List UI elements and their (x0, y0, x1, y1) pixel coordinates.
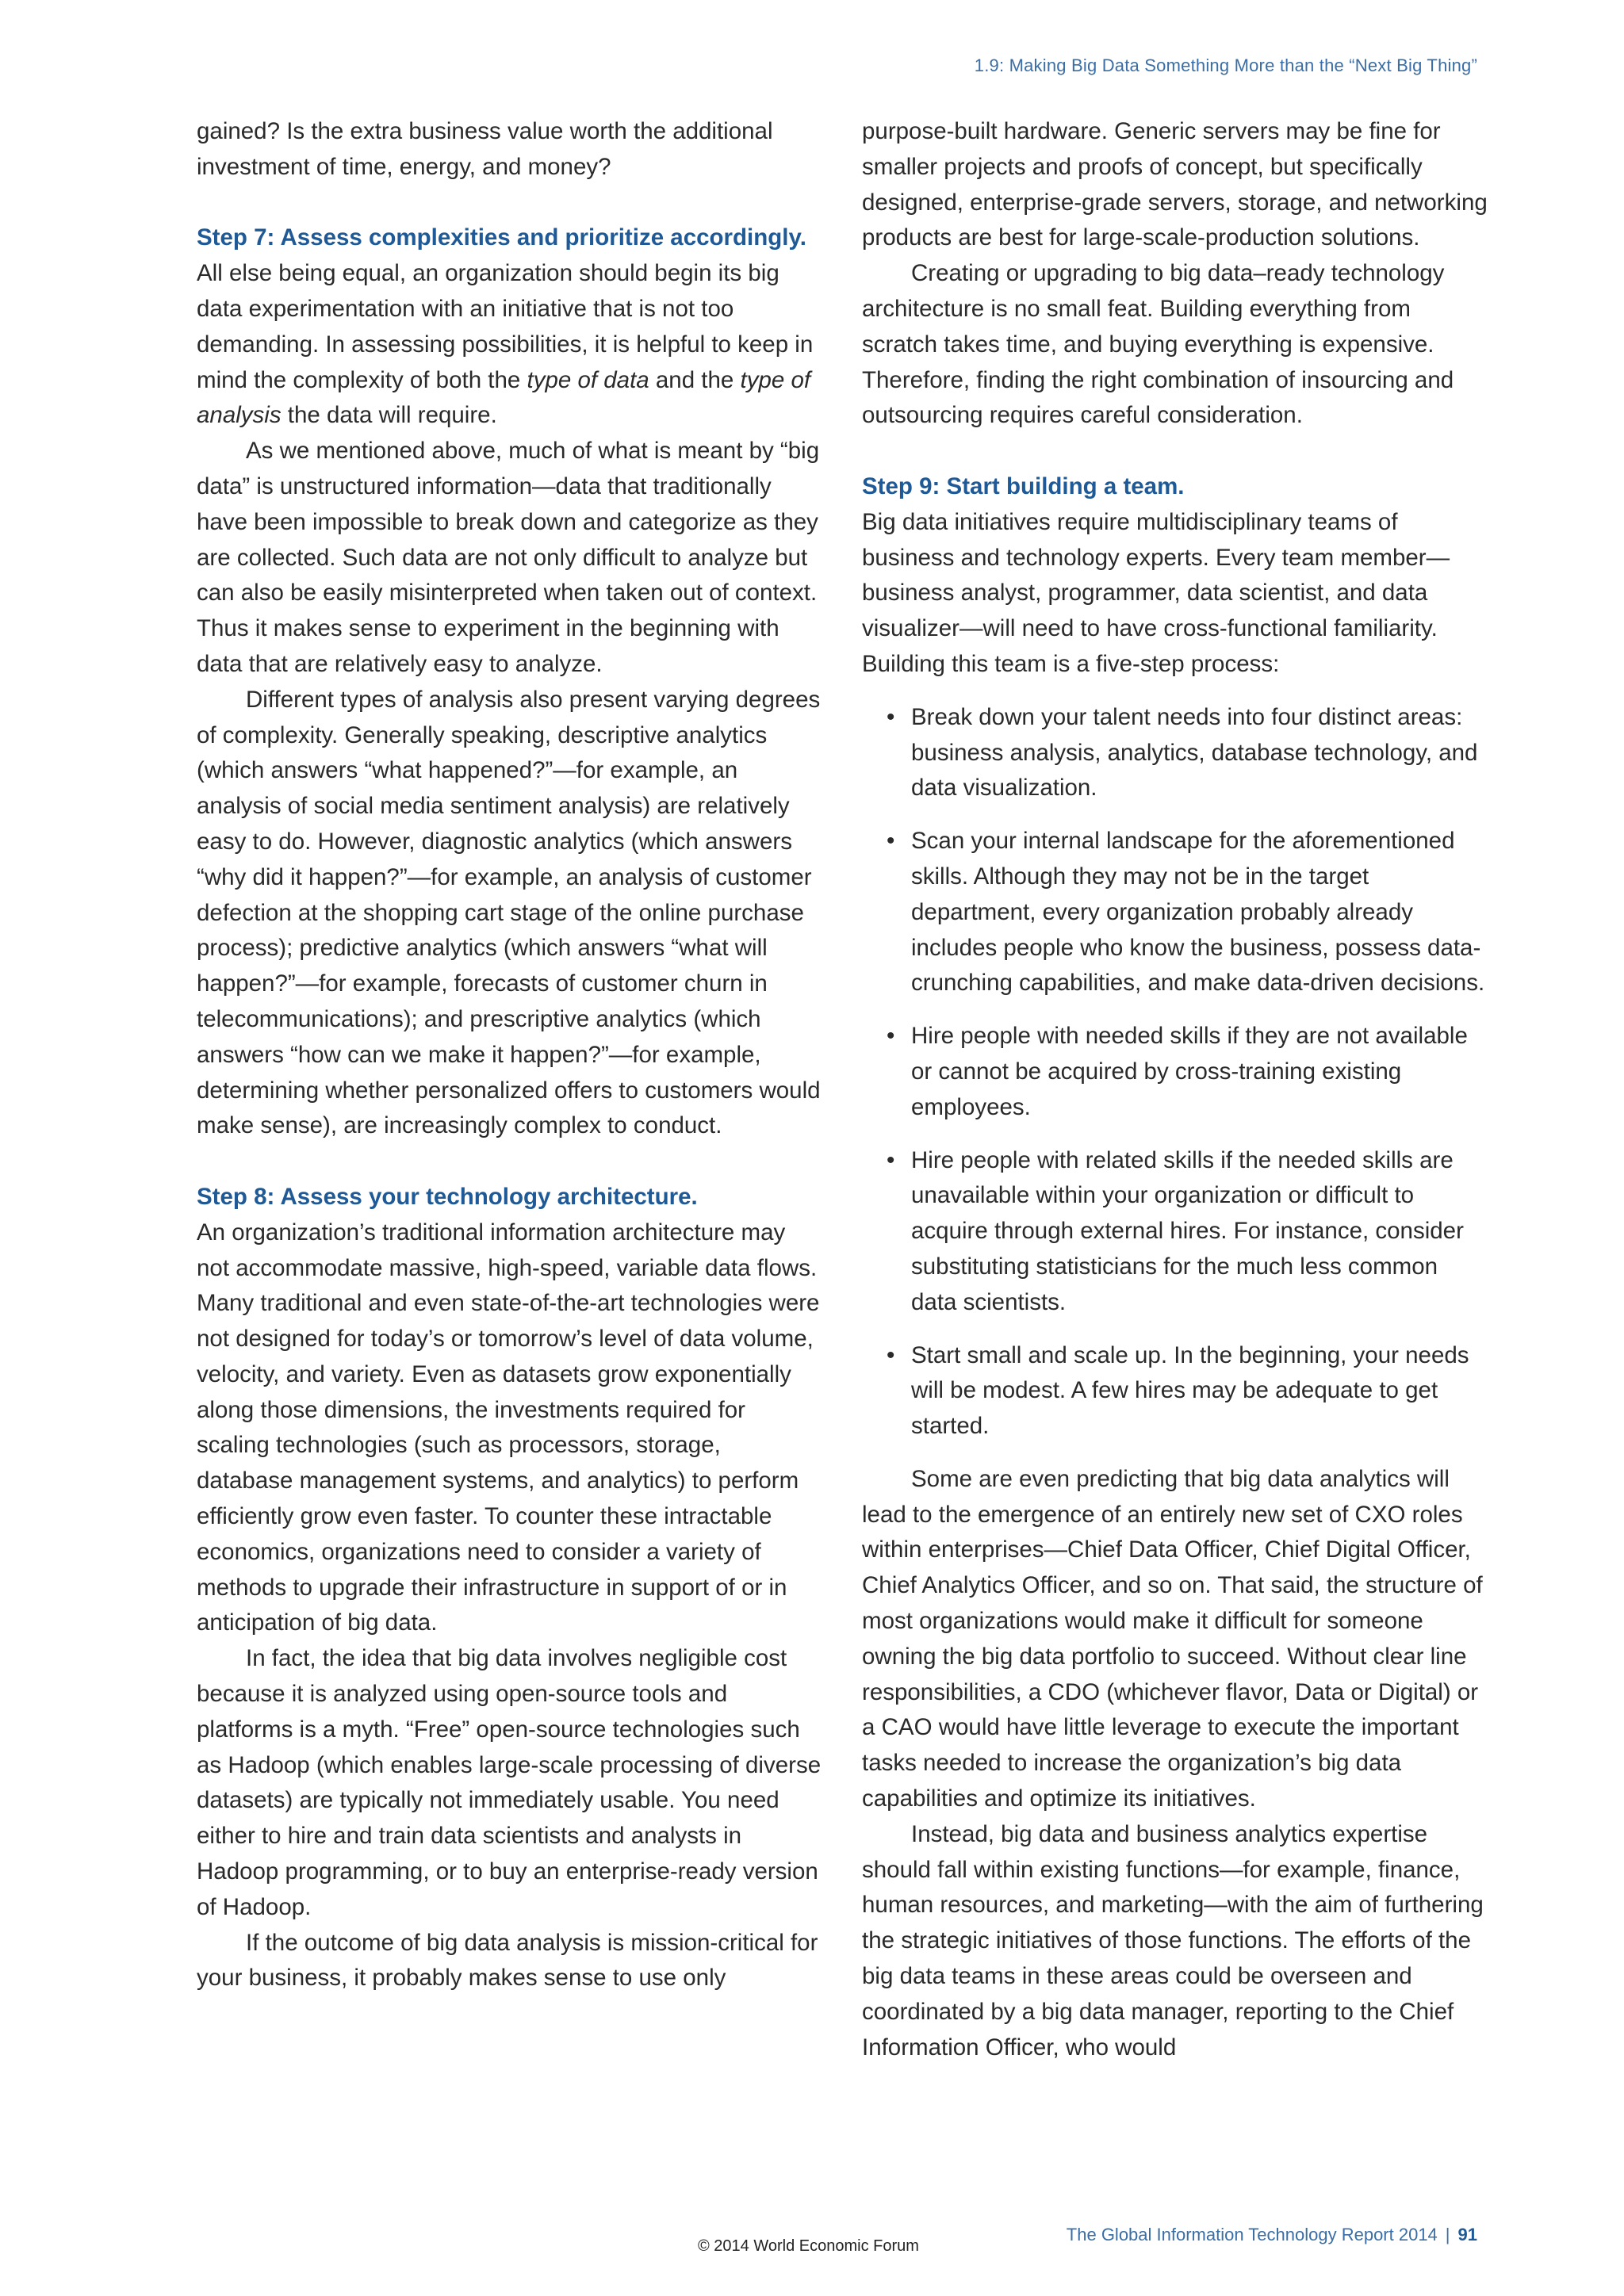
report-footer (1067, 2225, 1477, 2245)
bullet-icon: • (887, 1341, 895, 1368)
page-number: 91 (1457, 2225, 1477, 2244)
type-of-analysis-emphasis: type of analysis (197, 366, 811, 429)
team-steps-list (862, 700, 1488, 1445)
step7-paragraph-1: All else being equal, an organization should begin its big data experimentation with an initiative that is not too demanding. In assessing possibilities, it is helpful to keep in mind the complexity of both the type of data and the type of analysis the data will require. (197, 260, 814, 429)
bullet-icon: • (887, 703, 895, 730)
paragraph-creating: Creating or upgrading to big data–ready technology architecture is no small feat. Building everything from scratch takes time, and buying everything is expensive. Therefore, finding the right combination of insourcing and outsourcing requires careful consideration. (862, 260, 1454, 429)
list-item: • Break down your talent needs into four distinct areas: business analysis, analytics, database technology, and data visualization. (862, 700, 1488, 806)
paragraph-continued: purpose-built hardware. Generic servers may be fine for smaller projects and proofs of concept, but specifically designed, enterprise-grade servers, storage, and networking products are best for large-scale-production solutions. (862, 118, 1488, 251)
step8-paragraph-3: If the outcome of big data analysis is mission-critical for your business, it probably makes sense to use only (197, 1929, 818, 1992)
copyright-notice: © 2014 World Economic Forum (698, 2237, 919, 2255)
step8-heading: Step 8: Assess your technology architecture. (197, 1183, 698, 1210)
running-head: 1.9: Making Big Data Something More than the “Next Big Thing” (974, 55, 1477, 75)
type-of-data-emphasis: type of data (527, 366, 649, 393)
bullet-icon: • (887, 828, 895, 855)
paragraph-instead: Instead, big data and business analytics expertise should fall within existing functions—for example, finance, human resources, and marketing—with the aim of furthering the strategic initiatives of those functions. The efforts of the big data teams in these areas could be overseen and coordinated by a big data manager, reporting to the Chief Information Officer, who would (862, 1820, 1484, 2061)
right-column (862, 114, 1488, 2065)
step8-paragraph-1: An organization’s traditional information architecture may not accommodate massive, high-speed, variable data flows. Many traditional and even state-of-the-art technologies were not designed for today’s or tomorrow’s level of data volume, velocity, and variety. Even as datasets grow exponentially along those dimensions, the investments required for scaling technologies (such as processors, storage, database management systems, and analytics) to perform efficiently grow even faster. To counter these intractable economics, organizations need to consider a variety of methods to upgrade their infrastructure in support of or in anticipation of big data. (197, 1219, 820, 1636)
step8-paragraph-2: In fact, the idea that big data involves negligible cost because it is analyzed using open-source tools and platforms is a myth. “Free” open-source technologies such as Hadoop (which enables large-scale processing of diverse datasets) are typically not immediately usable. You need either to hire and train data scientists and analysts in Hadoop programming, or to buy an enterprise-ready version of Hadoop. (197, 1645, 822, 1920)
list-item: • Start small and scale up. In the beginning, your needs will be modest. A few hires may be adequate to get started. (862, 1338, 1488, 1445)
step7-paragraph-3: Different types of analysis also present varying degrees of complexity. Generally speaking, descriptive analytics (which answers “what happened?”—for example, an analysis of social media sentiment analysis) are relatively easy to do. However, diagnostic analytics (which answers “why did it happen?”—for example, an analysis of customer defection at the shopping cart stage of the online purchase process); predictive analytics (which answers “what will happen?”—for example, forecasts of customer churn in telecommunications); and prescriptive analytics (which answers “how can we make it happen?”—for example, determining whether personalized offers to customers would make sense), are increasingly complex to conduct. (197, 686, 821, 1139)
list-item: • Scan your internal landscape for the aforementioned skills. Although they may not be in the target department, every organization probably already includes people who know the business, possess data-crunching capabilities, and make data-driven decisions. (862, 824, 1488, 1001)
left-column (197, 114, 823, 1996)
step9-heading: Step 9: Start building a team. (862, 473, 1185, 499)
step7-paragraph-2: As we mentioned above, much of what is meant by “big data” is unstructured information—data that traditionally have been impossible to break down and categorize as they are collected. Such data are not only difficult to analyze but can also be easily misinterpreted when taken out of context. Thus it makes sense to experiment in the beginning with data that are relatively easy to analyze. (197, 438, 820, 677)
footer-separator: | (1445, 2225, 1450, 2244)
step9-paragraph-1: Big data initiatives require multidisciplinary teams of business and technology experts. Every team member—business analyst, programmer, data scientist, and data visualizer—will need to have cross-functional familiarity. Building this team is a five-step process: (862, 508, 1450, 677)
step7-heading: Step 7: Assess complexities and prioritize accordingly. (197, 224, 806, 251)
paragraph-cxo-roles: Some are even predicting that big data analytics will lead to the emergence of an entirely new set of CXO roles within enterprises—Chief Data Officer, Chief Digital Officer, Chief Analytics Officer, and so on. That said, the structure of most organizations would make it difficult for someone owning the big data portfolio to succeed. Without clear line responsibilities, a CDO (whichever flavor, Data or Digital) or a CAO would have little leverage to execute the important tasks needed to increase the organization’s big data capabilities and optimize its initiatives. (862, 1465, 1483, 1812)
list-item: • Hire people with needed skills if they are not available or cannot be acquired by cross-training existing employees. (862, 1019, 1488, 1125)
list-item: • Hire people with related skills if the needed skills are unavailable within your organization or difficult to acquire through external hires. For instance, consider substituting statisticians for the much less common data scientists. (862, 1143, 1488, 1321)
paragraph-intro: gained? Is the extra business value worth the additional investment of time, energy, and money? (197, 118, 773, 180)
bullet-icon: • (887, 1146, 895, 1173)
report-title: The Global Information Technology Report 2014 (1066, 2225, 1438, 2244)
bullet-icon: • (887, 1023, 895, 1050)
